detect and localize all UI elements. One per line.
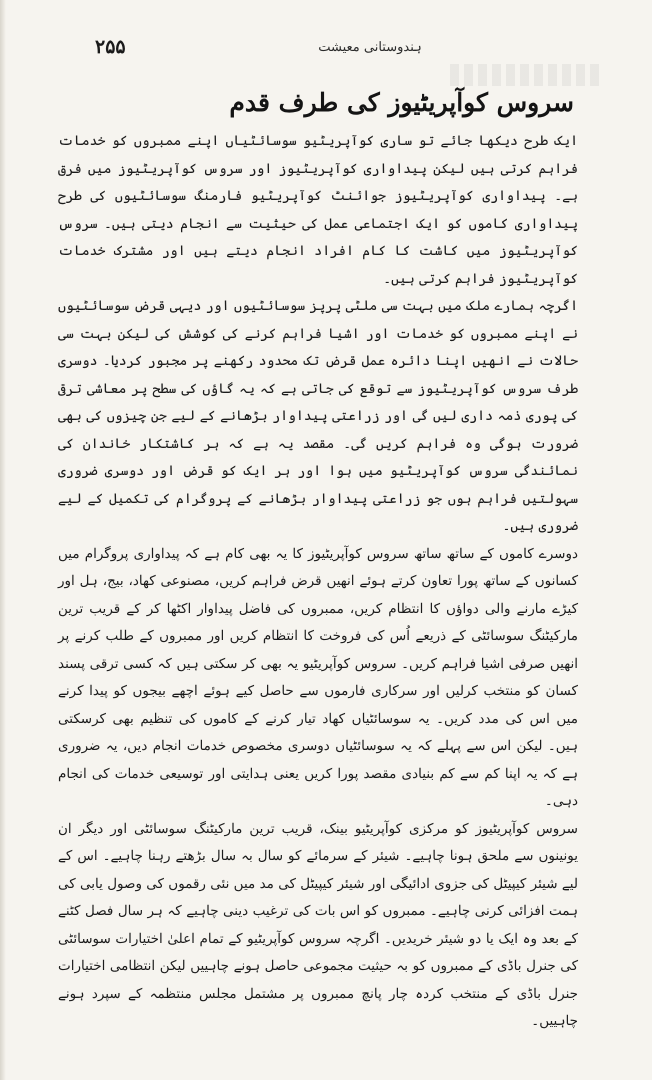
- paragraph-4: سروس کوآپریٹیوز کو مرکزی کوآپریٹیو بینک، قریب ترین مارکیٹنگ سوسائٹی اور دیگر ان یونینوں سے ملحق ہونا چاہیے۔ شیئر کے سرمائے کو سال بہ سال بڑھتے رہنا چاہیے۔ اس کے لیے شیئر کیپیٹل کی جزوی ادائیگی اور شیئر کیپیٹل کی مد میں نئی رقموں کی وصول یابی کی ہمت افزائی کرنی چاہیے۔ ممبروں کو اس بات کی ترغیب دینی چاہیے کہ ہر سال فصل کٹنے کے بعد وہ ایک یا دو شیئر خریدیں۔ اگرچہ سروس کوآپریٹیو کے تمام اعلیٰ اختیارات سوسائٹی کی جنرل باڈی کے ممبروں کو بہ حیثیت مجموعی حاصل ہونے چاہییں لیکن انتظامی اختیارات جنرل باڈی کے منتخب کردہ چار پانچ ممبروں پر مشتمل مجلس منتظمہ کے سپرد ہونے چاہییں۔: [58, 820, 578, 1029]
- page-binding-edge: [0, 0, 6, 1080]
- running-head: ہندوستانی معیشت: [318, 40, 422, 55]
- paragraph-1: ایک طرح دیکھا جائے تو ساری کوآپریٹیو سوسائٹیاں اپنے ممبروں کو خدمات فراہم کرتی ہیں لیکن پیداواری کوآپریٹیوز اور سروس کوآپریٹیوز میں فرق ہے۔ پیداواری کوآپریٹیوز جوائنٹ کوآپریٹیو فارمنگ سوسائٹیوں کی طرح پیداواری کاموں کو ایک اجتماعی عمل کی حیثیت سے انجام دیتی ہیں۔ سروس کوآپریٹیوز میں کاشت کا کام افراد انجام دیتے ہیں اور مشترک خدمات کوآپریٹیوز فراہم کرتی ہیں۔: [58, 133, 578, 287]
- page-number: ۲۵۵: [95, 36, 126, 58]
- paragraph-3: دوسرے کاموں کے ساتھ ساتھ سروس کوآپریٹیوز کا یہ بھی کام ہے کہ پیداواری پروگرام میں کسانوں کے ساتھ پورا تعاون کرتے ہوئے انھیں قرض فراہم کریں، مصنوعی کھاد، بیج، ہل اور کیڑے مارنے والی دواؤں کا انتظام کریں، ممبروں کی فاضل پیداوار اکٹھا کر کے قریب ترین مارکیٹنگ سوسائٹی کے ذریعے اُس کی فروخت کا انتظام کریں اور ممبروں کے طلب کرنے پر انھیں صرفی اشیا فراہم کریں۔ سروس کوآپریٹیو یہ بھی کر سکتی ہیں کہ کسی ترقی پسند کسان کو منتخب کرلیں اور سرکاری فارموں سے حاصل کیے ہوئے اچھے بیجوں کو پیدا کرنے میں اس کی مدد کریں۔ یہ سوسائٹیاں کھاد تیار کرنے کے کاموں کی تنظیم بھی کرسکتی ہیں۔ لیکن اس سے پہلے کہ یہ سوسائٹیاں دوسری مخصوص خدمات انجام دیں، یہ ضروری ہے کہ یہ اپنا کم سے کم بنیادی مقصد پورا کریں یعنی ہدایتی اور توسیعی خدمات کی انجام دہی۔: [58, 545, 578, 809]
- bleed-through-texture: [450, 64, 600, 86]
- body-text: [58, 128, 578, 1036]
- paragraph-2: اگرچہ ہمارے ملک میں بہت سی ملٹی پرپز سوسائٹیوں اور دیہی قرض سوسائٹیوں نے اپنے ممبروں کو خدمات اور اشیا فراہم کرنے کی کوشش کی لیکن بہت سی حالات نے انھیں اپنا دائرہ عمل قرض تک محدود رکھنے پر مجبور کردیا۔ دوسری طرف سروس کوآپریٹیوز سے توقع کی جاتی ہے کہ یہ گاؤں کی سطح پر معاشی ترقی کی پوری ذمہ داری لیں گی اور زراعتی پیداوار بڑھانے کے لیے جن چیزوں کی بھی ضرورت ہوگی وہ فراہم کریں گی۔ مقصد یہ ہے کہ ہر کاشتکار خاندان کی نمائندگی سروس کوآپریٹیو میں ہوا اور ہر ایک کو قرض اور دوسری ضروری سہولتیں فراہم ہوں جو زراعتی پیداوار بڑھانے کے پروگرام کی تکمیل کے لیے ضروری ہیں۔: [58, 298, 578, 534]
- section-heading: سروس کوآپریٹیوز کی طرف قدم: [229, 88, 574, 117]
